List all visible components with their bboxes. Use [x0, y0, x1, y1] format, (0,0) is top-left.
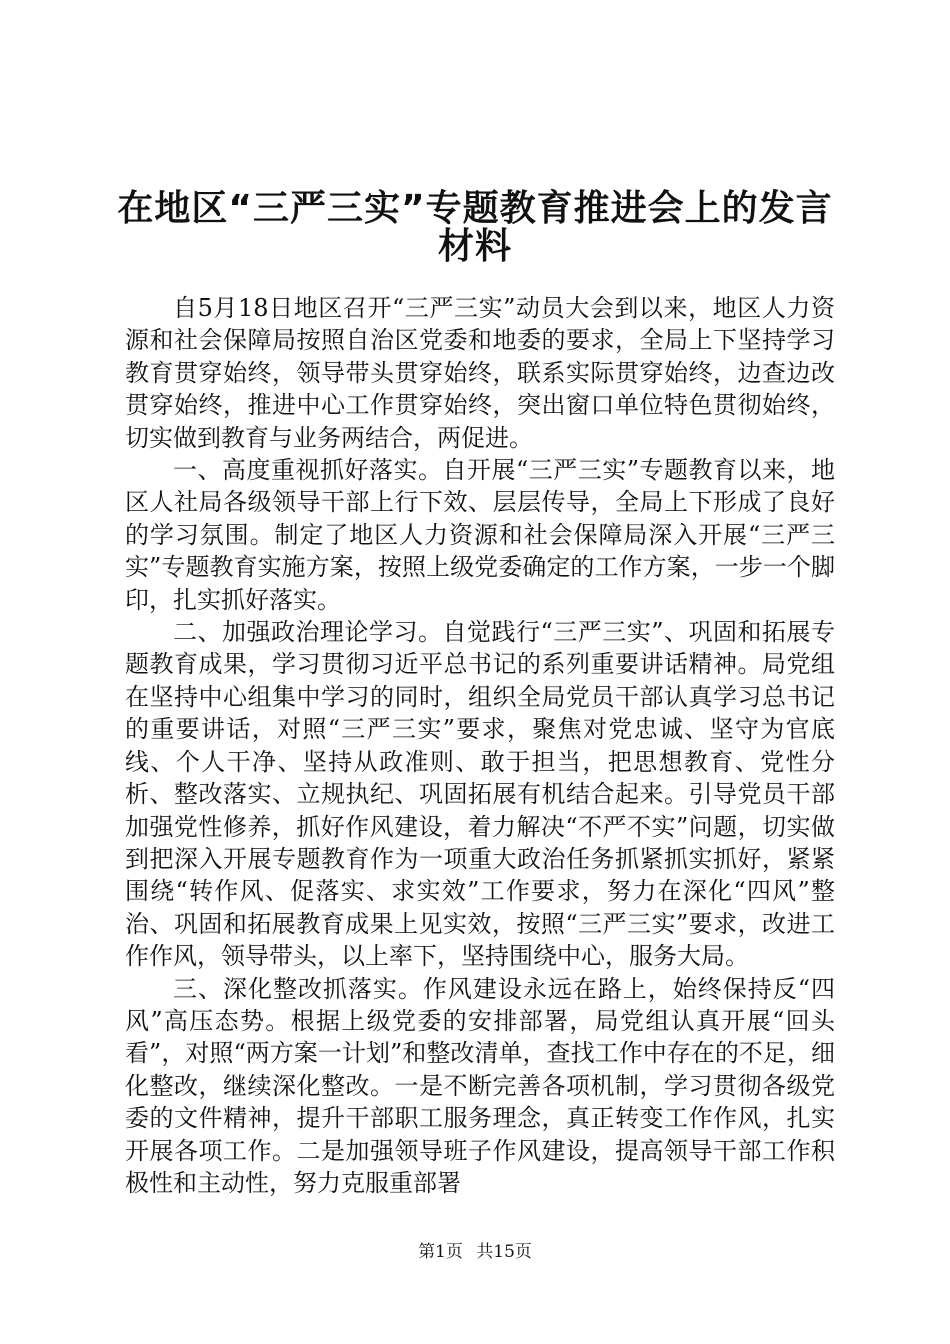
- document-title-line1: 在地区“三严三实”专题教育推进会上的发言: [117, 188, 833, 229]
- page-number: 第1页: [418, 1242, 463, 1262]
- paragraph-section-1: 一、高度重视抓好落实。自开展“三严三实”专题教育以来，地区人社局各级领导干部上行下效、层层传导，全局上下形成了良好的学习氛围。制定了地区人力资源和社会保障局深入开展“三严三实”专题教育实施方案，按照上级党委确定的工作方案，一步一个脚印，扎实抓好落实。: [125, 456, 835, 614]
- page-total: 共15页: [476, 1242, 532, 1262]
- document-body: [125, 292, 835, 1199]
- document-title-line2: 材料: [437, 226, 512, 267]
- paragraph-section-2: 二、加强政治理论学习。自觉践行“三严三实”、巩固和拓展专题教育成果，学习贯彻习近平总书记的系列重要讲话精神。局党组在坚持中心组集中学习的同时，组织全局党员干部认真学习总书记的重要讲话，对照“三严三实”要求，聚焦对党忠诚、坚守为官底线、个人干净、坚持从政准则、敢于担当，把思想教育、党性分析、整改落实、立规执纪、巩固拓展有机结合起来。引导党员干部加强党性修养，抓好作风建设，着力解决“不严不实”问题，切实做到把深入开展专题教育作为一项重大政治任务抓紧抓实抓好，紧紧围绕“转作风、促落实、求实效”工作要求，努力在深化“四风”整治、巩固和拓展教育成果上见实效，按照“三严三实”要求，改进工作作风，领导带头，以上率下，坚持围绕中心，服务大局。: [125, 618, 835, 971]
- paragraph-intro: 自5月18日地区召开“三严三实”动员大会到以来，地区人力资源和社会保障局按照自治区党委和地委的要求，全局上下坚持学习教育贯穿始终，领导带头贯穿始终，联系实际贯穿始终，边查边改贯穿始终，推进中心工作贯穿始终，突出窗口单位特色贯彻始终，切实做到教育与业务两结合，两促进。: [125, 294, 835, 452]
- page-footer: [0, 1240, 950, 1264]
- paragraph-section-3: 三、深化整改抓落实。作风建设永远在路上，始终保持反“四风”高压态势。根据上级党委的安排部署，局党组认真开展“回头看”，对照“两方案一计划”和整改清单，查找工作中存在的不足，细化整改，继续深化整改。一是不断完善各项机制，学习贯彻各级党委的文件精神，提升干部职工服务理念，真正转变工作作风，扎实开展各项工作。二是加强领导班子作风建设，提高领导干部工作积极性和主动性，努力克服重部署: [125, 974, 835, 1197]
